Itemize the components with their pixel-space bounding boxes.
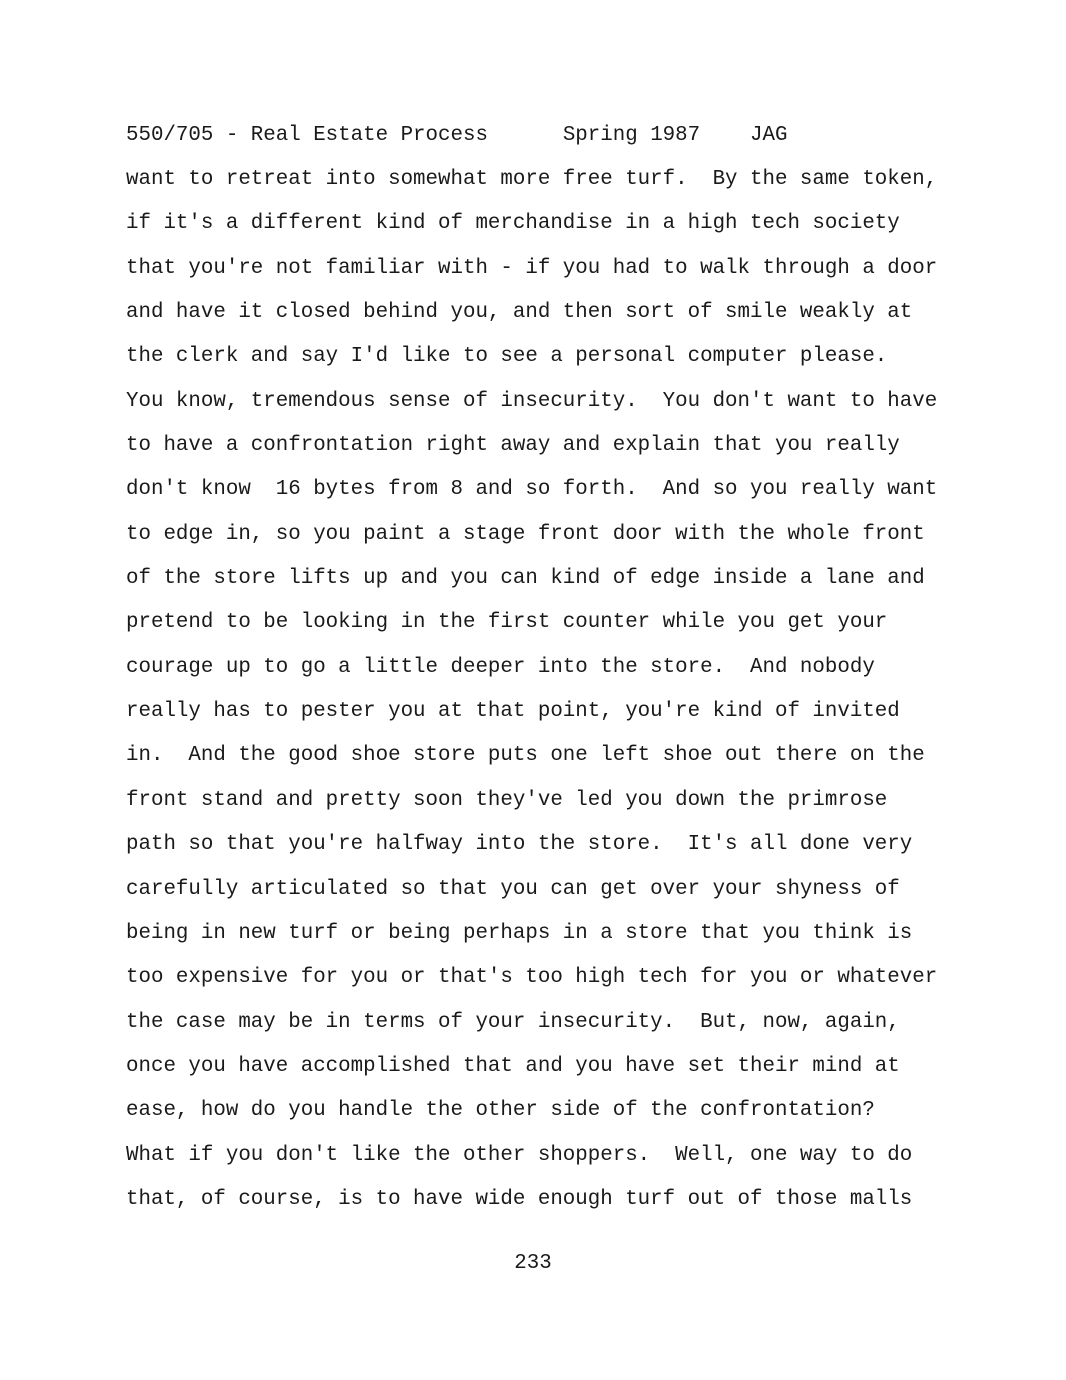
page-number: 233 (514, 1252, 552, 1275)
text-line: if it's a different kind of merchandise in a high tech society (126, 212, 900, 236)
text-line: path so that you're halfway into the store. It's all done very (126, 833, 913, 857)
text-line: in. And the good shoe store puts one left shoe out there on the (126, 744, 925, 768)
text-line: ease, how do you handle the other side of the confrontation? (126, 1099, 875, 1123)
text-line: once you have accomplished that and you have set their mind at (126, 1054, 900, 1078)
running-header (126, 122, 788, 150)
text-line: to edge in, so you paint a stage front door with the whole front (126, 522, 925, 546)
text-line: too expensive for you or that's too high tech for you or whatever (126, 966, 938, 990)
text-line: courage up to go a little deeper into the store. And nobody (126, 655, 875, 679)
text-line: really has to pester you at that point, you're kind of invited (126, 700, 900, 724)
text-line: and have it closed behind you, and then sort of smile weakly at (126, 301, 913, 325)
text-line: You know, tremendous sense of insecurity. You don't want to have (126, 389, 938, 413)
text-line: pretend to be looking in the first counter while you get your (126, 611, 888, 635)
text-line: What if you don't like the other shoppers. Well, one way to do (126, 1143, 913, 1167)
transcript-body (126, 166, 937, 1230)
text-line: that you're not familiar with - if you had to walk through a door (126, 256, 938, 280)
text-line: don't know 16 bytes from 8 and so forth. And so you really want (126, 478, 938, 502)
text-line: want to retreat into somewhat more free turf. By the same token, (126, 168, 938, 191)
text-line: being in new turf or being perhaps in a store that you think is (126, 921, 913, 945)
text-line: of the store lifts up and you can kind of edge inside a lane and (126, 567, 925, 591)
header-course: 550/705 - Real Estate Process (126, 124, 488, 147)
text-line: front stand and pretty soon they've led you down the primrose (126, 788, 888, 812)
text-line: the clerk and say I'd like to see a personal computer please. (126, 345, 888, 369)
text-line: to have a confrontation right away and explain that you really (126, 434, 900, 458)
header-initials: JAG (750, 124, 788, 147)
text-line: the case may be in terms of your insecurity. But, now, again, (126, 1010, 900, 1034)
text-line: that, of course, is to have wide enough turf out of those malls (126, 1187, 913, 1211)
text-line: carefully articulated so that you can get over your shyness of (126, 877, 900, 901)
header-term: Spring 1987 (562, 124, 701, 147)
